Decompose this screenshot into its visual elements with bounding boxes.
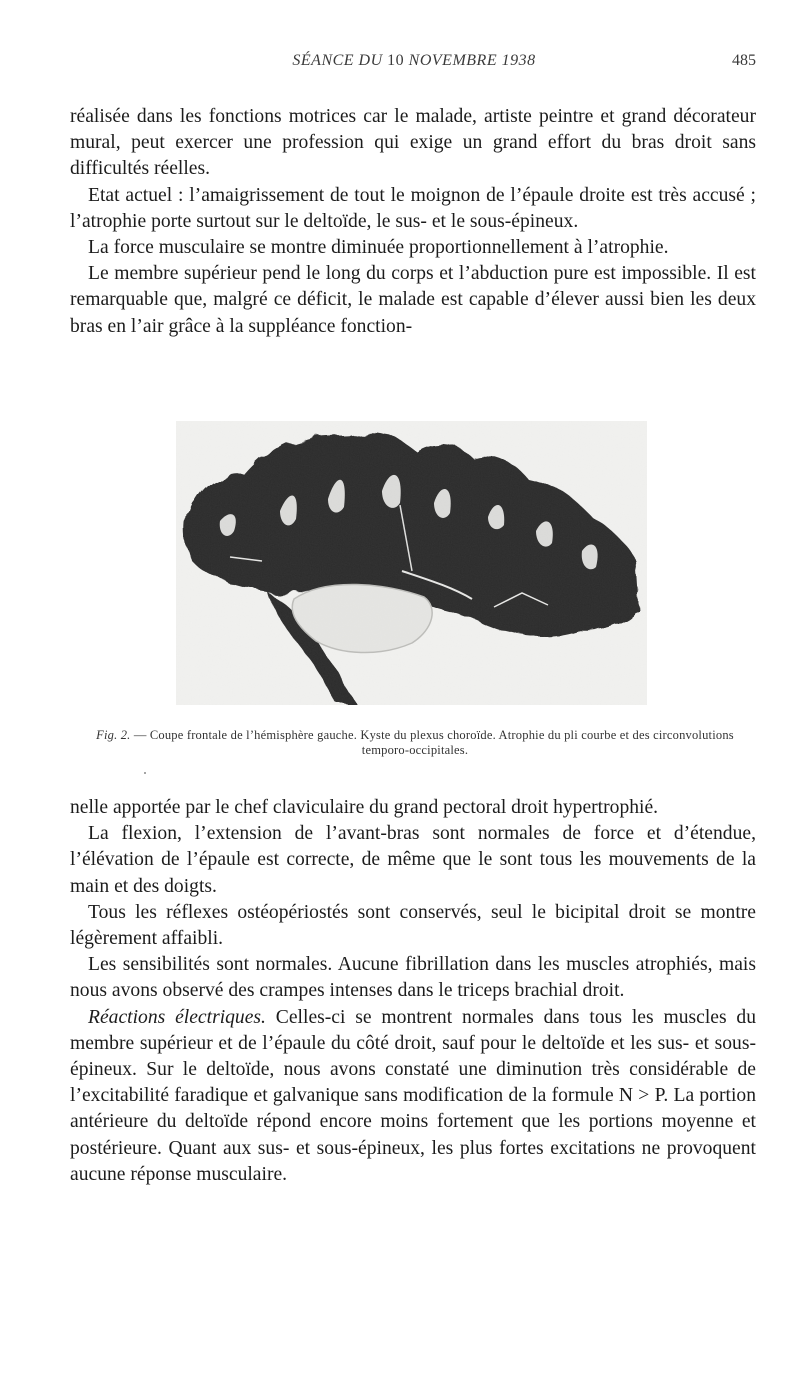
- paragraph: réalisée dans les fonctions motrices car le malade, artiste peintre et grand décorateur mural, peut exercer une profession qui exige un grand effort du bras droit sans difficultés réelles.: [70, 106, 756, 180]
- paragraph: Le membre supérieur pend le long du corps et l’abduction pure est impossible. Il est remarquable que, malgré ce déficit, le malade est capable d’élever aussi bien les deux bras en l’air grâce à la suppléance fonction-: [70, 263, 756, 337]
- running-header: [72, 52, 756, 76]
- reactions-heading: Réactions électriques.: [88, 1006, 266, 1028]
- text-block-top: [70, 104, 756, 340]
- paragraph: La flexion, l’extension de l’avant-bras sont normales de force et d’étendue, l’élévation de l’épaule est correcte, de même que le sont tous les mouvements de la main et des doigts.: [70, 823, 756, 897]
- figure-caption: [80, 728, 750, 758]
- title-number: 10: [387, 52, 405, 69]
- reactions-text: Celles-ci se montrent normales dans tous les muscles du membre supérieur et de l’épaule du côté droit, sauf pour le deltoïde et les sus- et sous-épineux. Sur le deltoïde, nous avons constaté une diminution très considérable de l’excitabilité faradique et galvanique sans modification de la formule N > P. La portion antérieure du deltoïde répond encore moins fortement que les portions moyenne et postérieure. Quant aux sus- et sous-épineux, les plus fortes excitations ne provoquent aucune réponse musculaire.: [70, 1006, 757, 1185]
- print-speck: [144, 772, 146, 774]
- title-prefix: SÉANCE DU: [292, 52, 388, 69]
- paragraph: Etat actuel : l’amaigrissement de tout le moignon de l’épaule droite est très accusé ; l’atrophie porte surtout sur le deltoïde, le sus- et le sous-épineux.: [70, 184, 756, 232]
- paragraph: Tous les réflexes ostéopériostés sont conservés, seul le bicipital droit se montre légèrement affaibli.: [70, 901, 756, 950]
- text-block-bottom: [70, 795, 756, 1188]
- paragraph-reactions: [70, 1005, 756, 1188]
- page-number: 485: [732, 52, 756, 69]
- title-suffix: NOVEMBRE 1938: [404, 52, 536, 69]
- brain-section-image: [176, 421, 647, 705]
- paragraph: nelle apportée par le chef claviculaire du grand pectoral droit hypertrophié.: [70, 797, 659, 818]
- paragraph: Les sensibilités sont normales. Aucune fibrillation dans les muscles atrophiés, mais nous avons observé des crampes intenses dans le triceps brachial droit.: [70, 954, 756, 1002]
- figure-label: Fig. 2.: [96, 728, 131, 742]
- figure-caption-text: — Coupe frontale de l’hémisphère gauche. Kyste du plexus choroïde. Atrophie du pli courbe et des circonvolutions temporo-occipitales.: [130, 728, 734, 757]
- running-title: [72, 52, 756, 70]
- paragraph: La force musculaire se montre diminuée proportionnellement à l’atrophie.: [88, 237, 669, 259]
- brain-section-figure: [176, 421, 647, 705]
